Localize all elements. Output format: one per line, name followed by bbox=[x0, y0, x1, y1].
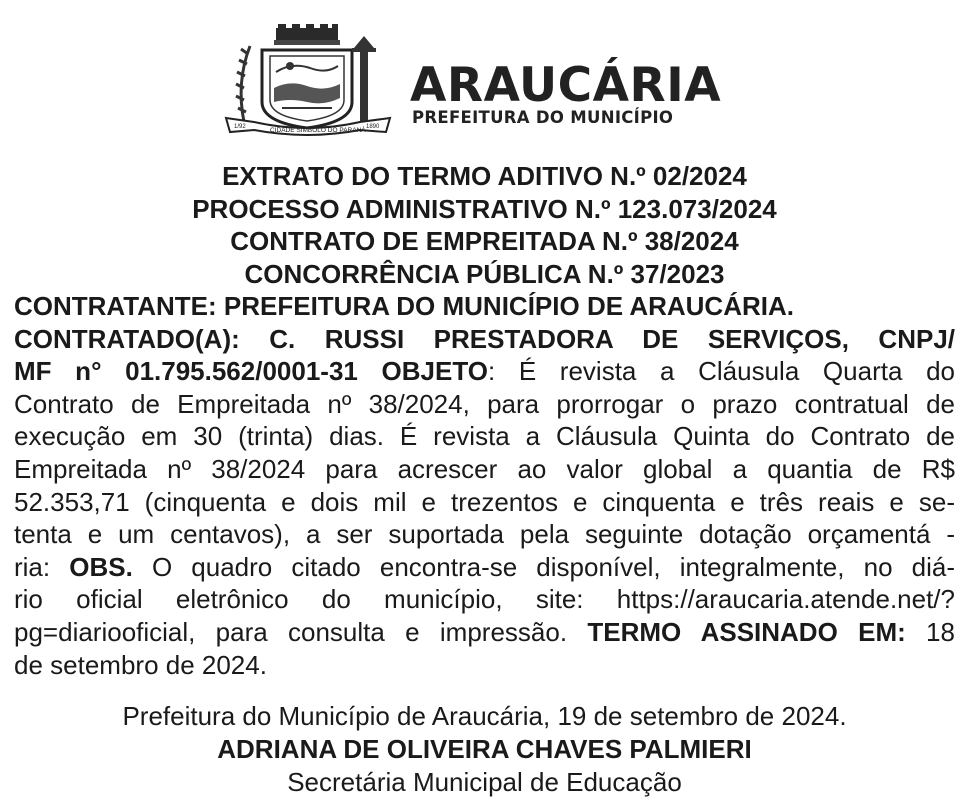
contratante-line: CONTRATANTE: PREFEITURA DO MUNICÍPIO DE ARAUCÁRIA. bbox=[14, 291, 794, 321]
brand-name: ARAUCÁRIA bbox=[410, 58, 722, 113]
brand-subtitle: PREFEITURA DO MUNICÍPIO bbox=[412, 108, 674, 127]
document-footer bbox=[0, 700, 969, 799]
svg-text:CIDADE SÍMBOLO DO PARANÁ: CIDADE SÍMBOLO DO PARANÁ bbox=[270, 127, 366, 134]
assinado-line bbox=[14, 616, 955, 649]
title-contrato: CONTRATO DE EMPREITADA N.º 38/2024 bbox=[230, 226, 739, 256]
svg-text:1/92: 1/92 bbox=[234, 124, 246, 130]
signatory-name: ADRIANA DE OLIVEIRA CHAVES PALMIERI bbox=[217, 734, 752, 764]
termo-assinado-label: TERMO ASSINADO EM: bbox=[587, 616, 906, 647]
assinado-date-line: de setembro de 2024. bbox=[14, 649, 267, 680]
document-header bbox=[0, 22, 969, 140]
brand-block bbox=[410, 58, 722, 127]
city-coat-of-arms bbox=[220, 22, 395, 136]
signatory-role: Secretária Municipal de Educação bbox=[287, 767, 682, 797]
body-line-8: tenta e um centavos), a ser suportada pela seguinte dotação orçamentá - bbox=[14, 519, 955, 550]
obs-prefix: ria: bbox=[14, 551, 70, 582]
obs-label: OBS. bbox=[69, 551, 133, 582]
objeto-text-start: : É revista a Cláusula Quarta do bbox=[487, 356, 955, 387]
title-concorrencia: CONCORRÊNCIA PÚBLICA N.º 37/2023 bbox=[244, 258, 725, 289]
body-line-7: 52.353,71 (cinquenta e dois mil e trezentos e cinquenta e três reais e se- bbox=[14, 486, 955, 517]
title-termo-aditivo: EXTRATO DO TERMO ADITIVO N.º 02/2024 bbox=[222, 161, 747, 191]
obs-line bbox=[14, 551, 955, 584]
body-line-4: Contrato de Empreitada nº 38/2024, para prorrogar o prazo contratual de bbox=[14, 388, 955, 419]
cnpj-objeto-label: MF n° 01.795.562/0001-31 OBJETO bbox=[14, 356, 488, 387]
assinado-prefix: pg=diariooficial, para consulta e impressão. bbox=[14, 616, 588, 647]
obs-text: O quadro citado encontra-se disponível, integralmente, no diá- bbox=[132, 551, 955, 582]
body-line-5: execução em 30 (trinta) dias. É revista a Cláusula Quinta do Contrato de bbox=[14, 421, 955, 452]
document-body bbox=[14, 290, 955, 681]
objeto-line bbox=[14, 355, 955, 388]
document-titles bbox=[0, 160, 969, 290]
site-line: rio oficial eletrônico do município, site: https://araucaria.atende.net/? bbox=[14, 584, 955, 615]
assinado-day: 18 bbox=[905, 616, 955, 647]
contratado-line: CONTRATADO(A): C. RUSSI PRESTADORA DE SERVIÇOS, CNPJ/ bbox=[14, 323, 955, 354]
body-line-6: Empreitada nº 38/2024 para acrescer ao valor global a quantia de R$ bbox=[14, 453, 955, 484]
svg-text:1890: 1890 bbox=[366, 124, 380, 130]
place-date: Prefeitura do Município de Araucária, 19 de setembro de 2024. bbox=[122, 701, 847, 731]
title-processo: PROCESSO ADMINISTRATIVO N.º 123.073/2024 bbox=[192, 193, 777, 224]
